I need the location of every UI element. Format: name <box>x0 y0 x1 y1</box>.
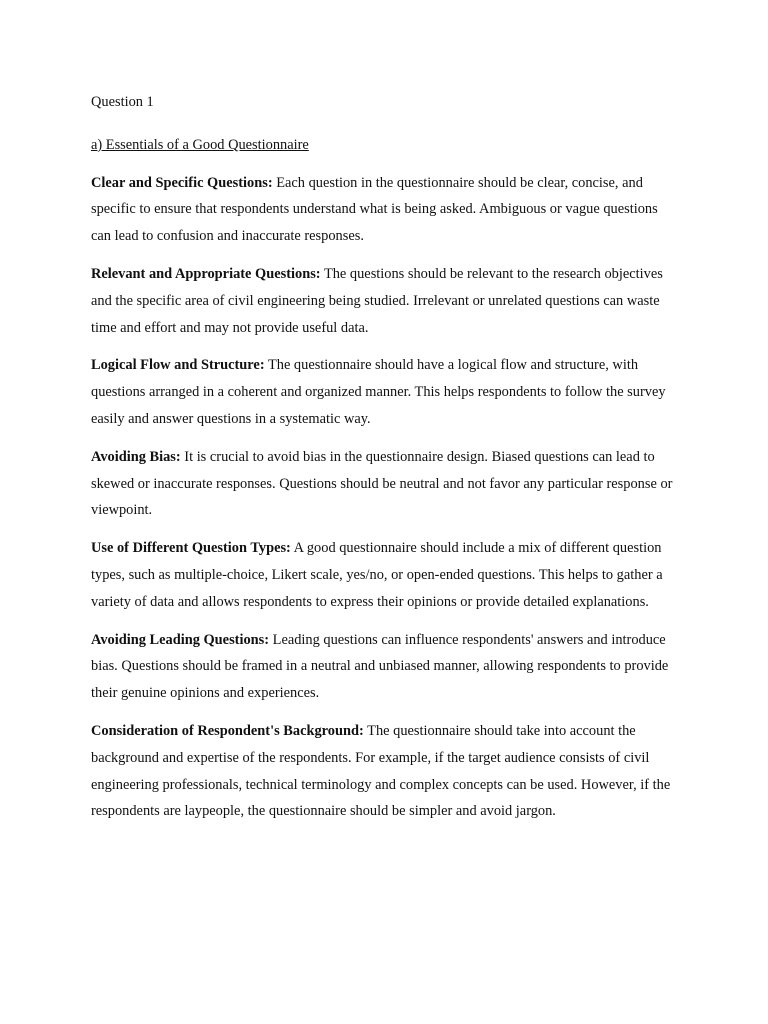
paragraph-leading-questions <box>91 627 680 707</box>
paragraph-text: Leading questions can influence respondents' answers and introduce bias. Questions should be framed in a neutral and unbiased manner, allowing respondents to provide their genuine opinions and experiences. <box>91 631 669 702</box>
paragraph-text: It is crucial to avoid bias in the questionnaire design. Biased questions can lead to skewed or inaccurate responses. Questions should be neutral and not favor any particular response or viewpoint. <box>91 448 673 519</box>
paragraph-term: Use of Different Question Types: <box>91 540 291 557</box>
paragraph-relevant-appropriate <box>91 261 680 341</box>
paragraph-term: Clear and Specific Questions: <box>91 174 273 191</box>
paragraph-text: The questions should be relevant to the research objectives and the specific area of civil engineering being studied. Irrelevant or unrelated questions can waste time and effort and may not provide useful data. <box>91 265 663 336</box>
paragraph-term: Avoiding Bias: <box>91 448 181 465</box>
paragraph-text: A good questionnaire should include a mix of different question types, such as multiple-choice, Likert scale, yes/no, or open-ended questions. This helps to gather a variety of data and allows respondents to express their opinions or provide detailed explanations. <box>91 540 663 610</box>
paragraph-question-types <box>91 535 680 615</box>
paragraph-logical-flow <box>91 352 680 432</box>
paragraph-text: Each question in the questionnaire should be clear, concise, and specific to ensure that respondents understand what is being asked. Ambiguous or vague questions can lead to confusion and inaccurate responses. <box>91 174 658 245</box>
paragraph-clear-specific <box>91 170 680 250</box>
paragraph-text: The questionnaire should take into account the background and expertise of the respondents. For example, if the target audience consists of civil engineering professionals, technical terminology and complex concepts can be used. However, if the respondents are laypeople, the questionnaire should be simpler and avoid jargon. <box>91 722 671 820</box>
paragraph-term: Avoiding Leading Questions: <box>91 631 270 648</box>
paragraph-text: The questionnaire should have a logical flow and structure, with questions arranged in a coherent and organized manner. This helps respondents to follow the survey easily and answer questions in a systematic way. <box>91 357 666 427</box>
paragraph-term: Logical Flow and Structure: <box>91 357 265 374</box>
question-heading: Question 1 <box>91 94 154 110</box>
paragraph-term: Consideration of Respondent's Background: <box>91 722 364 739</box>
paragraph-term: Relevant and Appropriate Questions: <box>91 265 321 282</box>
section-title: a) Essentials of a Good Questionnaire <box>91 136 309 153</box>
paragraph-respondent-background <box>91 718 680 825</box>
paragraph-avoiding-bias <box>91 444 680 524</box>
